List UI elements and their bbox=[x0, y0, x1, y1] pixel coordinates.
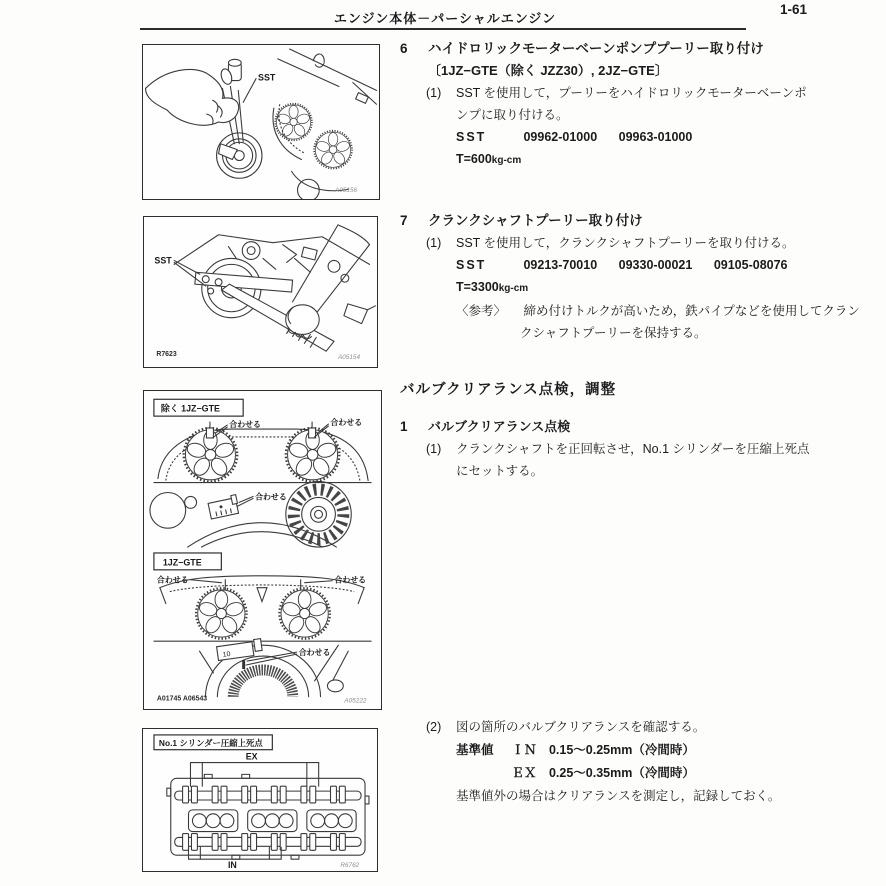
sst-label: SST bbox=[456, 130, 487, 144]
sst-value: 09963-01000 bbox=[618, 130, 693, 144]
valve-step2-note: 基準値外の場合はクリアランスを測定し，記録しておく。 bbox=[456, 789, 781, 803]
section6-title: ハイドロリックモーターベーンポンププーリー取り付け bbox=[428, 41, 764, 56]
figure2-illustration bbox=[144, 217, 377, 367]
sst-value: 09962-01000 bbox=[523, 130, 598, 144]
crank-a-plate bbox=[207, 495, 239, 519]
section6-heading bbox=[400, 38, 807, 60]
spark-plug-wells bbox=[189, 810, 357, 832]
fig2-code-left: R7623 bbox=[156, 351, 177, 359]
valve-step-2 bbox=[400, 716, 780, 808]
fig3-align-a-right: 合わせる bbox=[330, 418, 363, 428]
figure3-illustration bbox=[144, 391, 381, 709]
fig1-sst-label: SST bbox=[258, 72, 276, 83]
step-number: (2) bbox=[426, 720, 442, 734]
fan-pulley bbox=[286, 482, 351, 547]
in-bracket bbox=[189, 847, 282, 859]
section6-subtitle: 〔1JZ−GTE（除く JZZ30）, 2JZ−GTE〕 bbox=[428, 63, 668, 78]
step-number: (1) bbox=[426, 86, 442, 100]
cam-sprocket-2 bbox=[314, 131, 352, 169]
ex-label: ＥＸ bbox=[511, 766, 537, 780]
fig1-code: A05156 bbox=[335, 187, 358, 195]
step-text: SST を使用して，クランクシャフトプーリーを取り付ける。 bbox=[456, 236, 795, 250]
tensioner bbox=[257, 588, 267, 602]
sst-label: SST bbox=[456, 258, 487, 272]
cam-sprocket-1 bbox=[275, 104, 312, 141]
sst-value: 09213-70010 bbox=[523, 258, 598, 272]
step-number: (1) bbox=[426, 442, 442, 456]
fig4-in-label: IN bbox=[227, 860, 237, 871]
crank-b-plate bbox=[216, 639, 262, 661]
header-rule bbox=[140, 28, 746, 30]
page-title: エンジン本体－パーシャルエンジン bbox=[333, 11, 557, 26]
figure-no1-tdc bbox=[142, 728, 378, 872]
fig3-code-right: A05222 bbox=[344, 697, 367, 705]
fig4-code: R6762 bbox=[340, 862, 360, 870]
valve-item1-heading bbox=[400, 416, 810, 438]
std-label: 基準値 bbox=[456, 743, 494, 757]
section7-note bbox=[400, 300, 860, 322]
fig3-align-crank-b: 合わせる bbox=[298, 648, 331, 658]
figure1-illustration bbox=[143, 45, 379, 199]
valve-step2-line bbox=[400, 716, 780, 739]
in-label: ＩＮ bbox=[511, 743, 537, 757]
section-6 bbox=[400, 38, 807, 172]
section6-step1 bbox=[400, 82, 807, 104]
in-value: 0.15～0.25mm（冷間時） bbox=[548, 743, 695, 757]
valve-step1 bbox=[400, 438, 810, 460]
align-leaders-a2 bbox=[237, 496, 253, 506]
lower-cover bbox=[292, 171, 349, 199]
fig3-label-a: 除く 1JZ−GTE bbox=[160, 403, 221, 414]
section6-torque bbox=[400, 148, 807, 172]
note-text: 締め付けトルクが高いため，鉄パイプなどを使用してクラン bbox=[523, 304, 860, 318]
figure-timing-marks bbox=[143, 390, 382, 710]
section7-heading bbox=[400, 210, 860, 232]
valve-step1-cont: にセットする。 bbox=[456, 464, 544, 478]
fig2-sst-label: SST bbox=[154, 255, 172, 266]
gear-b-right bbox=[279, 588, 330, 639]
section6-step1-cont: ンプに取り付ける。 bbox=[456, 108, 569, 122]
torque-unit: kg-cm bbox=[491, 155, 522, 166]
valve-section-heading: バルブクリアランス点検，調整 bbox=[400, 382, 617, 398]
item-number: 1 bbox=[400, 419, 408, 434]
crank-b-tick bbox=[242, 660, 245, 669]
fig3-mark-10: 10 bbox=[222, 650, 231, 659]
ex-camshaft bbox=[175, 786, 361, 803]
ex-value: 0.25～0.35mm（冷間時） bbox=[548, 766, 695, 780]
section7-note-cont: クシャフトプーリーを保持する。 bbox=[520, 326, 707, 340]
fig3-align-b-left: 合わせる bbox=[156, 575, 189, 585]
step-number: (1) bbox=[426, 236, 442, 250]
fig3-align-b-right: 合わせる bbox=[334, 575, 367, 585]
section7-torque bbox=[400, 276, 860, 300]
valve-item-1 bbox=[400, 416, 810, 482]
figure-crank-pulley-install bbox=[143, 216, 378, 368]
sst-value: 09330-00021 bbox=[618, 258, 693, 272]
bracket bbox=[344, 304, 376, 324]
fig2-code-right: A05154 bbox=[337, 354, 361, 362]
engine-cover-lines bbox=[278, 49, 377, 104]
page-number: 1-61 bbox=[780, 2, 808, 17]
fig3-align-crank-a: 合わせる bbox=[255, 492, 287, 502]
figure-pump-pulley-install bbox=[142, 44, 380, 200]
fig3-label-b: 1JZ−GTE bbox=[162, 557, 202, 568]
in-camshaft bbox=[175, 834, 361, 851]
torque-value: T=600 bbox=[456, 152, 492, 166]
valve-std-in bbox=[400, 739, 780, 762]
torque-unit: kg-cm bbox=[498, 283, 529, 294]
item-title: バルブクリアランス点検 bbox=[428, 419, 571, 434]
section7-number: 7 bbox=[400, 213, 408, 228]
section-7 bbox=[400, 210, 860, 344]
fig3-codes-left: A01745 A06543 bbox=[156, 695, 208, 703]
sst-leader-line bbox=[243, 79, 256, 103]
fig3-align-a-left: 合わせる bbox=[229, 420, 261, 430]
step-text: SST を使用して，プーリーをハイドロリックモーターベーンポ bbox=[456, 86, 807, 100]
step-text: クランクシャフトを正回転させ，No.1 シリンダーを圧縮上死点 bbox=[456, 442, 810, 456]
step-text: 図の箇所のバルブクリアランスを確認する。 bbox=[456, 720, 706, 734]
fig4-ex-label: EX bbox=[245, 751, 258, 762]
figure4-illustration bbox=[143, 729, 377, 871]
gear-b-left bbox=[196, 588, 247, 639]
section7-sst-line bbox=[400, 254, 860, 276]
sst-value: 09105-08076 bbox=[713, 258, 788, 272]
torque-value: T=3300 bbox=[456, 280, 499, 294]
note-label: 〈参考〉 bbox=[456, 304, 507, 318]
section6-number: 6 bbox=[400, 41, 408, 56]
valve-std-ex bbox=[400, 762, 780, 785]
section7-title: クランクシャフトプーリー取り付け bbox=[428, 213, 643, 228]
section7-step1 bbox=[400, 232, 860, 254]
fig4-label: No.1 シリンダー圧縮上死点 bbox=[158, 737, 263, 748]
section6-sst-line bbox=[400, 126, 807, 148]
